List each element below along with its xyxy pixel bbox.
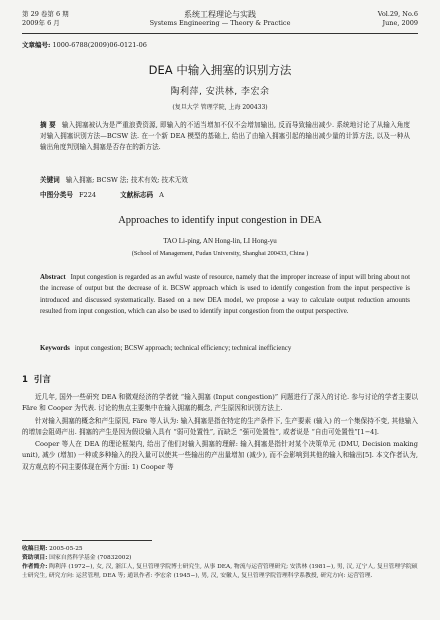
cn-doc-value: A <box>159 191 164 199</box>
header-left <box>22 10 152 28</box>
header-volume-cn: 第 29 卷第 6 期 <box>22 10 69 18</box>
cn-keywords-text: 输入拥塞; BCSW 法; 技术有效; 技术无效 <box>65 176 188 184</box>
header-date-cn: 2009年 6 月 <box>22 19 60 27</box>
en-keywords <box>40 345 410 352</box>
en-affiliation: (School of Management, Fudan University, Shanghai 200433, China ) <box>131 250 309 257</box>
header-journal-en: Systems Engineering — Theory & Practice <box>149 19 291 27</box>
article-number-value: 1000-6788(2009)06-0121-06 <box>52 41 147 49</box>
article-number <box>22 40 147 49</box>
footnote-rule <box>22 540 152 541</box>
header-volume-en: Vol.29, No.6 <box>377 10 418 18</box>
body-paragraph: Cooper 等人在 DEA 的理论框架内, 给出了他们对输入拥塞的理解: 输入拥塞是指针对某个决策单元 (DMU, Decision making unit), 减少 (增加) 一种或多种输入的投入量可以使其一些输出的产出量增加 (减少), 而不会影响到其他的输入和输出[5]. 本文作者认为, 双方观点的不同主要体现在两个方面: 1) Cooper 等 <box>22 440 418 471</box>
body-paragraph: 近几年, 国外一些研究 DEA 和微观经济的学者就 “输入拥塞 (Input congestion)” 问题进行了深入的讨论. 参与讨论的学者主要以 Färe 和 Cooper 为代表. 讨论的焦点主要集中在输入拥塞的概念, 产生原因和识别方法上. <box>22 393 418 413</box>
footnote-received-value: 2005-05-25 <box>49 546 83 552</box>
footnote-bio-label: 作者简介: <box>22 564 48 570</box>
body-text <box>22 392 418 474</box>
cn-classification <box>40 190 410 201</box>
section-title: 引言 <box>33 375 51 385</box>
cn-authors: 陶利萍, 安洪林, 李宏余 <box>170 87 270 97</box>
en-title: Approaches to identify input congestion in DEA <box>118 215 322 226</box>
en-abstract-text: Input congestion is regarded as an awful waste of resource, namely that the improper increase of input will bring about not the increase of output but the decrease of it. BCSW approach which is used to identify congestion from the input perspective is introduced and discussed systematically. Based on a new DEA model, we propose a way to calculate output reduction amounts resulted from input congestion, which can also be used to identify input congestion from the output perspective. <box>40 274 410 316</box>
footnote-fund <box>22 554 418 563</box>
cn-abstract-label: 摘 要 <box>40 121 56 129</box>
cn-keywords <box>40 175 410 186</box>
cn-clc-value: F224 <box>78 191 97 199</box>
cn-abstract-text: 输入拥塞被认为是严重浪费资源, 即输入的不适当增加不仅不会增加输出, 反而导致输出减少. 系统地讨论了从输入角度对输入拥塞识别方法—BCSW 法. 在一个新 DEA 模型的基础上, 给出了由输入拥塞引起的输出减少量的计算方法, 以及一种从输出角度判别输入拥塞是否存在的新方法. <box>40 121 410 151</box>
cn-affiliation: (复旦大学 管理学院, 上海 200433) <box>172 104 268 111</box>
cn-clc-label: 中图分类号 <box>40 191 73 199</box>
footnote-fund-label: 资助项目: <box>22 555 48 561</box>
footnote-bio-value: 陶利萍 (1972−), 女, 汉, 浙江人, 复旦管理学院博士研究生, 从事 DEA, 物流与运营管理研究; 安洪林 (1981−), 男, 汉, 辽宁人, 复旦管理学院硕士研究生, 研究方向: 运营管理, DEA 等; 通讯作者: 李宏余 (1945−), 男, 汉, 安徽人, 复旦管理学院管理科学系教授, 研究方向: 运营管理. <box>22 564 418 579</box>
header-journal-cn: 系统工程理论与实践 <box>184 10 256 19</box>
en-authors: TAO Li-ping, AN Hong-lin, LI Hong-yu <box>163 237 277 245</box>
header-right <box>288 10 418 28</box>
section-number: 1 <box>22 375 28 385</box>
footnote-received-label: 收稿日期: <box>22 546 48 552</box>
cn-doc-label: 文献标志码 <box>120 191 154 199</box>
en-abstract <box>40 272 410 318</box>
footnote-received <box>22 545 418 554</box>
cn-title: DEA 中输入拥塞的识别方法 <box>148 63 292 77</box>
header-center <box>142 10 298 28</box>
body-paragraph: 针对输入拥塞的概念和产生原因, Färe 等人认为: 输入拥塞是指在特定的生产条件下, 生产要素 (输入) 的一个集保持不变, 其他输入的增加会阻碍产出. 拥塞的产生是因为假设输入具有 “弱可处置性”, 而缺乏 “强可处置性”, 或者说是 “自由可处置性”[1−4]. <box>22 416 418 436</box>
running-header <box>22 10 418 32</box>
en-keywords-text: input congestion; BCSW approach; technical efficiency; technical inefficiency <box>74 345 292 352</box>
header-date-en: June, 2009 <box>382 19 418 27</box>
cn-abstract <box>40 120 410 153</box>
header-rule <box>22 33 418 34</box>
footnote-bio <box>22 563 418 581</box>
footnote-fund-value: 国家自然科学基金 (70832002) <box>49 555 132 561</box>
en-abstract-label: Abstract <box>40 274 66 281</box>
en-keywords-label: Keywords <box>40 345 70 352</box>
article-number-label: 文章编号: <box>22 41 51 49</box>
section-heading <box>22 373 51 385</box>
footnote <box>22 545 418 581</box>
cn-keywords-label: 关键词 <box>40 176 60 184</box>
